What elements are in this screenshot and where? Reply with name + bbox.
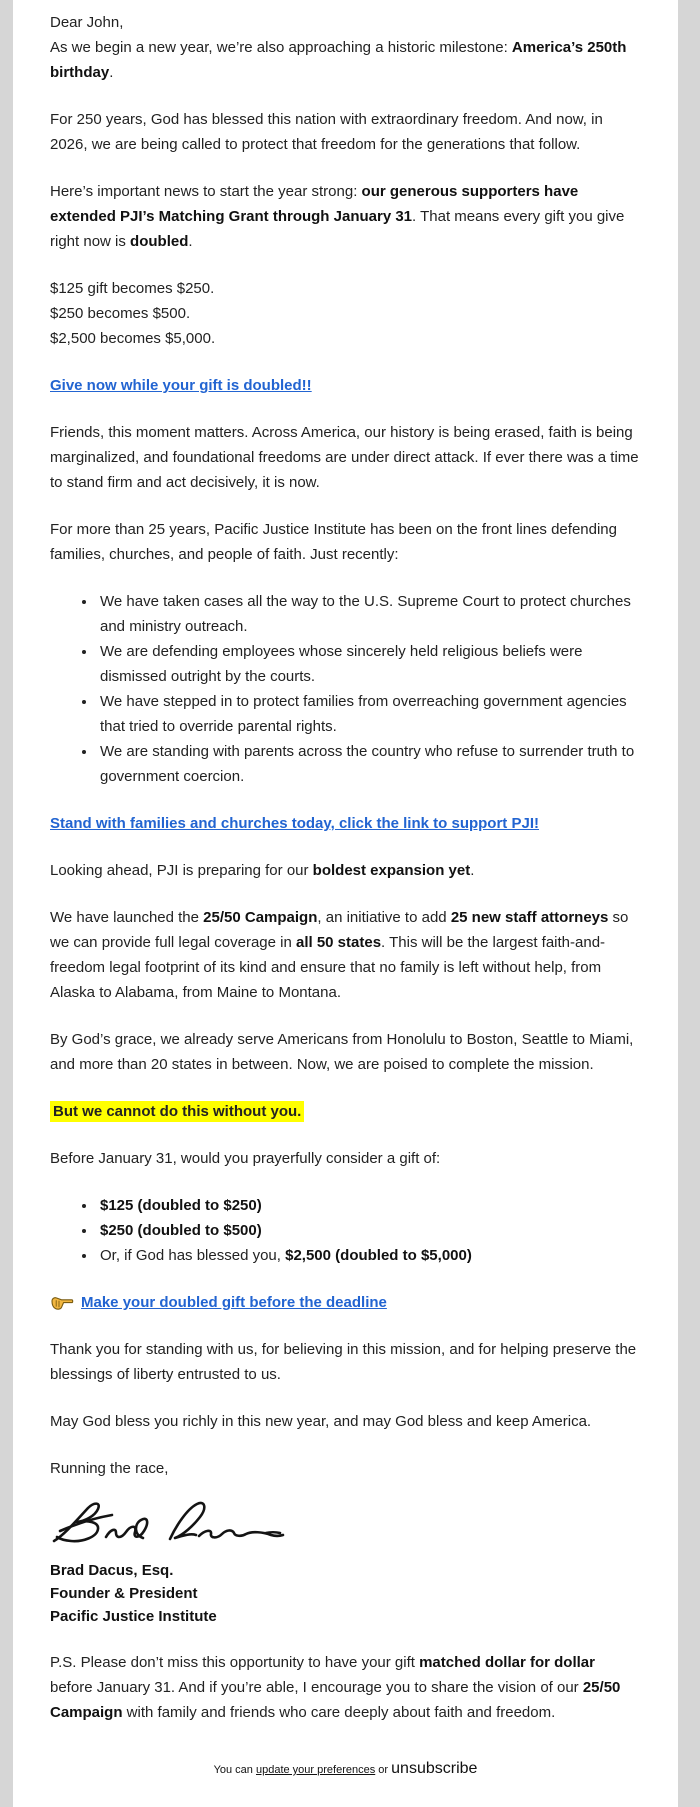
amount-line: $2,500 becomes $5,000. [50, 330, 216, 347]
paragraph-closing: Running the race, [50, 1460, 169, 1477]
list-item: • Or, if God has blessed you, $2,500 (doubled to $5,000) [97, 1243, 641, 1268]
signer-title: Founder & President [50, 1585, 198, 1602]
paragraph-matching-grant: Here’s important news to start the year strong: our generous supporters have extended PJI’s Matching Grant through January 31. That means every gift you give right now is doubled. [50, 183, 625, 250]
footer-text: You can [213, 1764, 256, 1776]
doubled-gift-deadline-link[interactable]: Make your doubled gift before the deadline [81, 1294, 387, 1311]
highlighted-text: But we cannot do this without you. [50, 1101, 304, 1122]
paragraph-frontlines: For more than 25 years, Pacific Justice Institute has been on the front lines defending families, churches, and people of faith. Just recently: [50, 521, 617, 563]
paragraph-freedom: For 250 years, God has blessed this nation with extraordinary freedom. And now, in 2026, we are being called to protect that freedom for the generations that follow. [50, 111, 603, 153]
paragraph-bless: May God bless you richly in this new year, and may God bless and keep America. [50, 1413, 592, 1430]
recent-cases-list [50, 589, 641, 789]
signature-image [50, 1495, 641, 1553]
paragraph-consider: Before January 31, would you prayerfully consider a gift of: [50, 1150, 441, 1167]
greeting: Dear John, [50, 14, 124, 31]
milestone-sentence: As we begin a new year, we’re also approaching a historic milestone: America’s 250th birthday. [50, 39, 627, 81]
footer-text: or [375, 1764, 392, 1776]
paragraph-opening [50, 10, 641, 85]
list-item: • We have stepped in to protect families from overreaching government agencies that tried to override parental rights. [97, 689, 641, 739]
update-preferences-link[interactable]: update your preferences [255, 1764, 376, 1776]
support-pji-link[interactable]: Stand with families and churches today, click the link to support PJI! [50, 815, 539, 832]
amount-line: $125 gift becomes $250. [50, 280, 215, 297]
paragraph-gift-amounts [50, 276, 641, 351]
paragraph-cta [50, 1290, 641, 1315]
email-body [13, 0, 678, 1807]
paragraph-ps: P.S. Please don’t miss this opportunity to have your gift matched dollar for dollar before January 31. And if you’re able, I encourage you to share the vision of our 25/50 Campaign with family and friends who care deeply about faith and freedom. [50, 1654, 621, 1721]
paragraph-thanks: Thank you for standing with us, for believing in this mission, and for helping preserve the blessings of liberty entrusted to us. [50, 1341, 637, 1383]
unsubscribe-link[interactable]: unsubscribe [391, 1760, 478, 1777]
list-item: • We are standing with parents across the country who refuse to surrender truth to government coercion. [97, 739, 641, 789]
paragraph-stand-link [50, 811, 641, 836]
list-item: • We have taken cases all the way to the U.S. Supreme Court to protect churches and ministry outreach. [97, 589, 641, 639]
list-item: • $250 (doubled to $500) [97, 1218, 641, 1243]
give-now-link[interactable]: Give now while your gift is doubled!! [50, 377, 312, 394]
email-footer [50, 1759, 641, 1780]
signer-org: Pacific Justice Institute [50, 1608, 217, 1625]
list-item: • $125 (doubled to $250) [97, 1193, 641, 1218]
paragraph-give-link [50, 373, 641, 398]
paragraph-friends: Friends, this moment matters. Across America, our history is being erased, faith is being marginalized, and foundational freedoms are under direct attack. If ever there was a time to stand firm and act decisively, it is now. [50, 424, 639, 491]
gift-options-list [50, 1193, 641, 1268]
list-item: • We are defending employees whose sincerely held religious beliefs were dismissed outright by the courts. [97, 639, 641, 689]
amount-line: $250 becomes $500. [50, 305, 191, 322]
pointing-right-hand-icon [50, 1294, 74, 1311]
signer-name: Brad Dacus, Esq. [50, 1562, 174, 1579]
paragraph-grace: By God’s grace, we already serve Americans from Honolulu to Boston, Seattle to Miami, and more than 20 states in between. Now, we are poised to complete the mission. [50, 1031, 634, 1073]
paragraph-looking-ahead: Looking ahead, PJI is preparing for our boldest expansion yet. [50, 862, 475, 879]
paragraph-highlight [50, 1099, 641, 1124]
paragraph-campaign: We have launched the 25/50 Campaign, an initiative to add 25 new staff attorneys so we can provide full legal coverage in all 50 states. This will be the largest faith-and-freedom legal footprint of its kind and ensure that no family is left without help, from Alaska to Alabama, from Maine to Montana. [50, 909, 629, 1001]
signer-block [50, 1559, 641, 1628]
